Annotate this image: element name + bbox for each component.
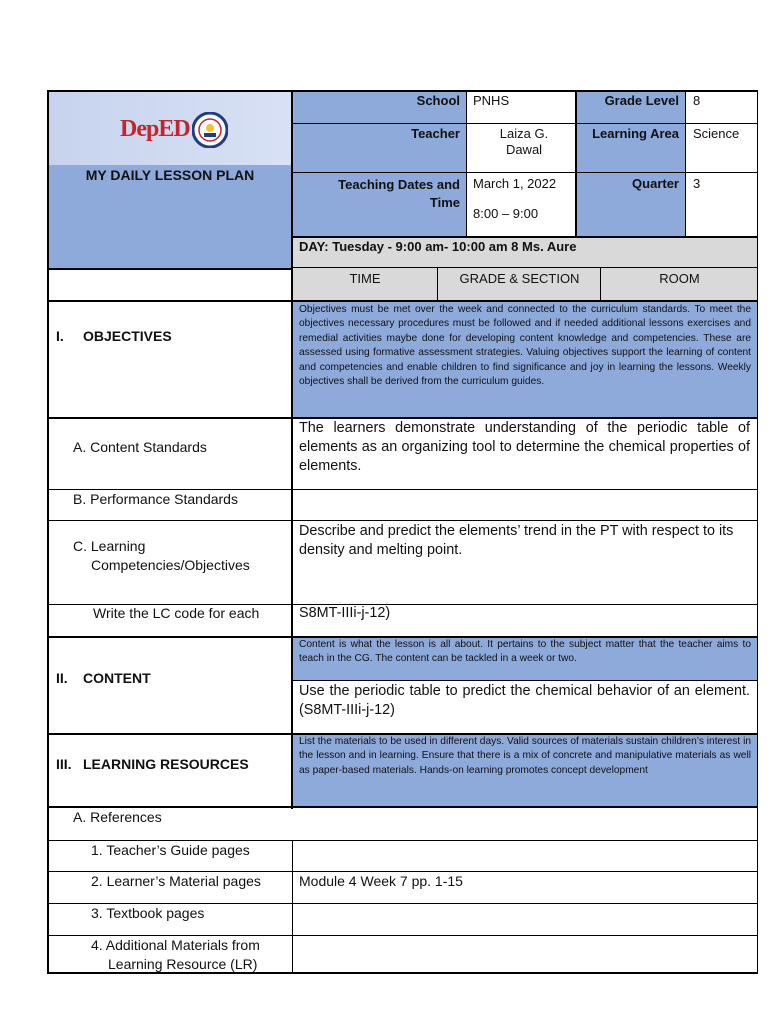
deped-seal-icon — [192, 112, 228, 153]
lc-code-value: S8MT-IIIi-j-12) — [299, 605, 391, 621]
day-line: DAY: Tuesday - 9:00 am- 10:00 am 8 Ms. Aure — [299, 239, 577, 254]
objectives-num: I. — [56, 328, 64, 344]
school-value: PNHS — [473, 93, 510, 108]
competencies-value: Describe and predict the elements’ trend in the PT with respect to its density and melting point. — [299, 523, 734, 558]
references-label: A. References — [73, 809, 162, 825]
deped-logo — [118, 112, 228, 152]
textbook-label: 3. Textbook pages — [91, 905, 205, 921]
resources-note: List the materials to be used in different days. Valid sources of materials sustain children’s interest in the lesson and in learning. Ensure that there is a mix of concrete and manipulative materials as well as paper-based materials. Hands-on learning promotes concept development — [299, 736, 751, 776]
teaching-time-value: 8:00 – 9:00 — [473, 206, 539, 221]
grade-label-bg — [576, 90, 686, 237]
resources-num: III. — [56, 756, 72, 772]
additional-materials-label-2: Learning Resource (LR) — [108, 956, 258, 972]
content-num: II. — [56, 670, 68, 686]
teaching-dates-label: Teaching Dates and Time — [338, 177, 460, 210]
teaching-date-value: March 1, 2022 — [473, 176, 557, 191]
quarter-value: 3 — [693, 176, 701, 191]
learning-area-value: Science — [693, 126, 740, 141]
grade-level-label: Grade Level — [604, 93, 679, 108]
teacher-value: Laiza G. Dawal — [499, 126, 549, 157]
deped-logo-text: DepED — [120, 116, 190, 142]
col-grade-section: GRADE & SECTION — [459, 271, 580, 286]
content-standards-label: A. Content Standards — [73, 439, 207, 455]
quarter-label: Quarter — [632, 176, 679, 191]
content-heading: CONTENT — [83, 670, 151, 686]
performance-standards-label: B. Performance Standards — [73, 491, 238, 507]
competencies-label-2: Competencies/Objectives — [91, 557, 250, 573]
col-room: ROOM — [659, 271, 700, 286]
objectives-heading: OBJECTIVES — [83, 328, 172, 344]
competencies-label-1: C. Learning — [73, 538, 146, 554]
grade-level-value: 8 — [693, 93, 701, 108]
content-note: Content is what the lesson is all about. It pertains to the subject matter that the teacher aims to teach in the CG. The content can be tackled in a week or two. — [299, 639, 751, 665]
objectives-note: Objectives must be met over the week and connected to the curriculum standards. To meet the objectives necessary procedures must be followed and if needed additional lessons exercises and remedial activities maybe done for developing content knowledge and competencies. These are assessed using formative assessment strategies. Valuing objectives support the learning of content and competencies and enable children to find significance and joy in learning the lessons. Weekly objectives shall be derived from the curriculum guides. — [299, 304, 751, 388]
additional-materials-label: 4. Additional Materials from — [91, 937, 260, 953]
page-title: MY DAILY LESSON PLAN — [85, 167, 255, 183]
content-standards-value: The learners demonstrate understanding of the periodic table of elements as an organizing tool to determine the chemical properties of elements. — [299, 420, 750, 474]
resources-heading: LEARNING RESOURCES — [83, 756, 249, 772]
content-value: Use the periodic table to predict the chemical behavior of an element. (S8MT-IIIi-j-12) — [299, 683, 750, 718]
teachers-guide-label: 1. Teacher’s Guide pages — [91, 842, 250, 858]
learners-material-value: Module 4 Week 7 pp. 1-15 — [299, 873, 463, 889]
teacher-label: Teacher — [411, 126, 460, 141]
col-time: TIME — [349, 271, 381, 286]
school-label: School — [416, 93, 460, 108]
learning-area-label: Learning Area — [592, 126, 679, 141]
school-label-bg — [292, 90, 467, 237]
lc-code-label: Write the LC code for each — [93, 605, 260, 621]
learners-material-label: 2. Learner’s Material pages — [91, 873, 261, 889]
